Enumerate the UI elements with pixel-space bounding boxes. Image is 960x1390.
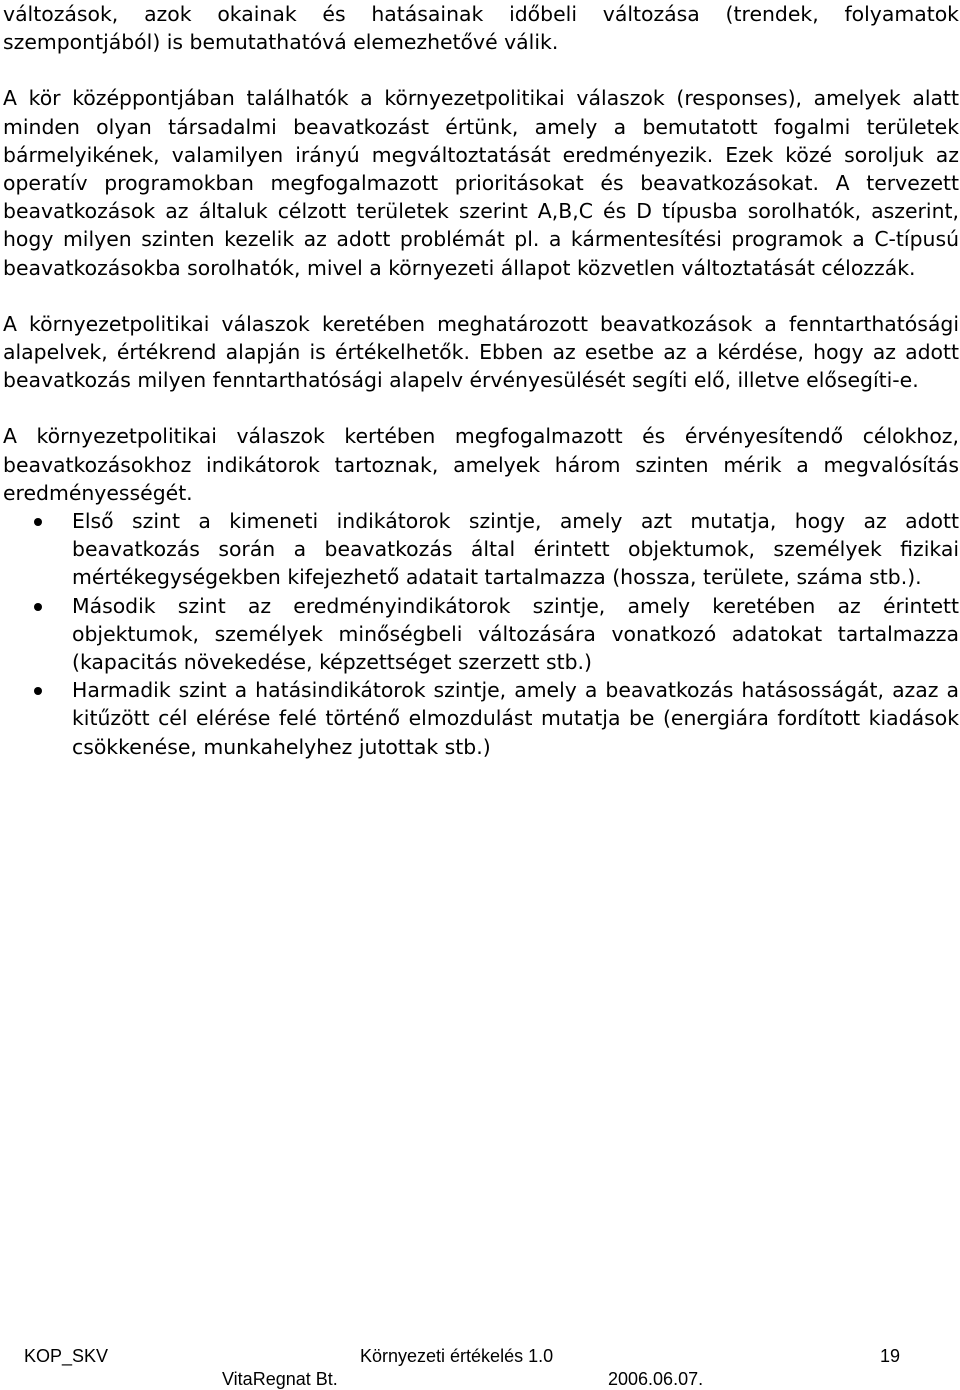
paragraph-indicators: A környezetpolitikai válaszok kertében megfogalmazott és érvényesítendő célokhoz, beavatkozásokhoz indikátorok tartoznak, amelyek három szinten mérik a megvalósítás eredményességét. xyxy=(3,424,959,505)
document-body xyxy=(3,0,959,761)
indicator-level-list xyxy=(3,507,959,761)
footer-doc-title: Környezeti értékelés 1.0 xyxy=(360,1346,554,1366)
bullet-icon xyxy=(34,687,42,695)
paragraph-responses: A kör középpontjában találhatók a környezetpolitikai válaszok (responses), amelyek alatt minden olyan társadalmi beavatkozást értünk, amely a bemutatott fogalmi területek bármelyikének, valamilyen irányú megváltoztatását eredményezik. Ezek közé soroljuk az operatív programokban megfogalmazott prioritásokat és beavatkozásokat. A tervezett beavatkozások az általuk célzott területek szerint A,B,C és D típusba sorolhatók, aszerint, hogy milyen szinten kezelik az adott problémát pl. a kármentesítési programok a C-típusú beavatkozásokba sorolhatók, mivel a környezeti állapot közvetlen változtatását célozzák. xyxy=(3,86,959,280)
bullet-icon xyxy=(34,603,42,611)
footer-page-number: 19 xyxy=(880,1346,901,1366)
bullet-icon xyxy=(34,518,42,526)
footer-doc-code: KOP_SKV xyxy=(24,1346,109,1366)
list-item xyxy=(3,507,959,592)
footer-company: VitaRegnat Bt. xyxy=(222,1369,338,1389)
list-item-text: Harmadik szint a hatásindikátorok szintje, amely a beavatkozás hatásosságát, azaz a kitűzött cél elérése felé történő elmozdulást mutatja be (energiára fordított kiadások csökkenése, munkahelyhez jutottak stb.) xyxy=(72,678,959,759)
list-item-text: Második szint az eredményindikátorok szintje, amely keretében az érintett objektumok, személyek minőségbeli változására vonatkozó adatokat tartalmazza (kapacitás növekedése, képzettséget szerzett stb.) xyxy=(72,593,959,675)
paragraph-sustainability: A környezetpolitikai válaszok keretében meghatározott beavatkozások a fenntarthatósági alapelvek, értékrend alapján is értékelhetők. Ebben az esetbe az a kérdése, hogy az adott beavatkozás milyen fenntarthatósági alapelv érvényesülését segíti elő, illetve elősegíti-e. xyxy=(3,311,959,393)
list-item xyxy=(3,676,959,761)
footer-date: 2006.06.07. xyxy=(608,1369,704,1389)
page-footer xyxy=(0,1345,960,1390)
list-item xyxy=(3,592,959,677)
paragraph-continuation: változások, azok okainak és hatásainak időbeli változása (trendek, folyamatok szempontjából) is bemutathatóvá elemezhetővé válik. xyxy=(3,2,959,55)
list-item-text: Első szint a kimeneti indikátorok szintje, amely azt mutatja, hogy az adott beavatkozás során a beavatkozás által érintett objektumok, személyek fizikai mértékegységekben kifejezhető adatait tartalmazza (hossza, területe, száma stb.). xyxy=(72,509,959,590)
